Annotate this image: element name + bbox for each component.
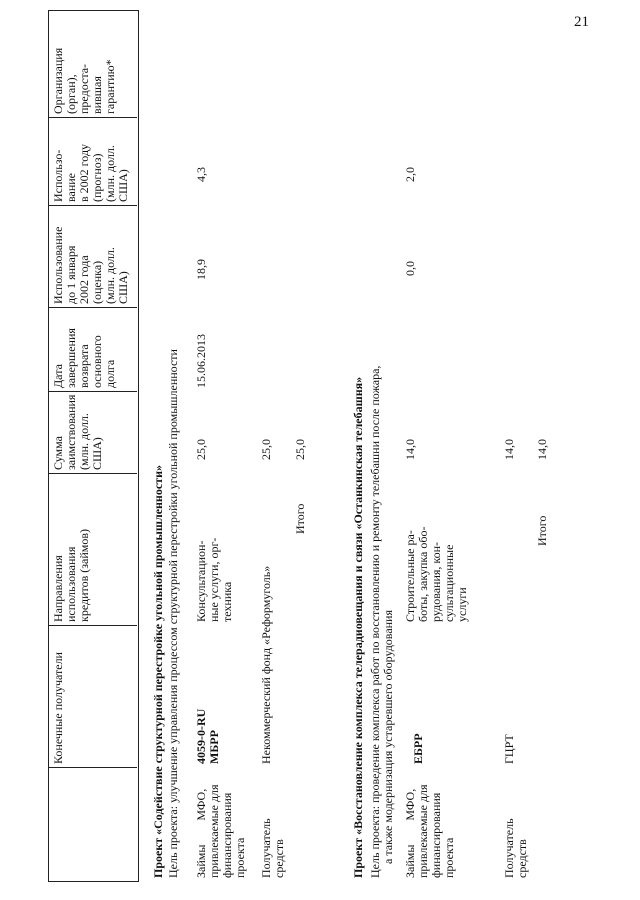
project2-total-label: Итого [535, 515, 549, 546]
project1-total-label: Итого [293, 503, 307, 534]
project2-goal-line1: Цель проекта: проведение комплекса работ по восстановлению и ремонту телебашни после пожара, [368, 365, 382, 878]
table-col-divider [48, 205, 137, 206]
header-borrowing-amount: Сумма заимствования (млн. долл. США) [51, 394, 104, 470]
header-guarantor: Организация (орган), предоста- вившая гарантию* [51, 47, 117, 114]
header-final-recipients: Конечные получатели [51, 652, 65, 764]
header-loan-directions: Направления использования кредитов (займов) [51, 528, 91, 622]
project2-recipient: ГЦРТ [502, 734, 516, 764]
header-usage-2001: Использование до 1 января 2002 года (оценка) (млн. долл. США) [51, 226, 130, 304]
project1-loans-label: Займы МФО, привлекаемые для финансирования проекта [194, 784, 247, 878]
header-usage-2002: Использо- вание в 2002 году (прогноз) (млн. долл. США) [51, 143, 130, 202]
project2-title: Проект «Восстановление комплекса телерадиовещания и связи «Останкинская телебашня» [351, 376, 365, 878]
project2-used-2001: 0,0 [403, 261, 417, 276]
project1-total-amount: 25,0 [293, 439, 307, 460]
project1-goal: Цель проекта: улучшение управления процессом структурной перестройки угольной промышленности [166, 349, 180, 878]
project1-used-2001: 18,9 [194, 259, 208, 280]
project2-amount: 14,0 [403, 439, 417, 460]
table-col-divider [48, 767, 137, 768]
project1-direction: Консультацион- ные услуги, орг- техника [194, 537, 234, 622]
project1-amount: 25,0 [194, 439, 208, 460]
project1-title: Проект «Содействие структурной перестройке угольной промышленности» [151, 465, 165, 878]
table-col-divider [48, 473, 137, 474]
project2-used-2002: 2,0 [403, 167, 417, 182]
table-col-divider [48, 307, 137, 308]
table-col-divider [48, 391, 137, 392]
project1-recipient-amount: 25,0 [259, 439, 273, 460]
project1-recipient: Некоммерческий фонд «Реформуголь» [259, 565, 273, 764]
project1-loan-id: 4059-0-RU [194, 708, 208, 764]
project2-loans-label: Займы МФО, привлекаемые для финансирования проекта [403, 784, 456, 878]
project1-lender: МБРР [207, 730, 221, 764]
project2-lender: ЕБРР [411, 733, 425, 764]
table-col-divider [48, 117, 137, 118]
table-col-divider [48, 625, 137, 626]
page-number: 21 [574, 14, 589, 30]
project2-recipient-label: Получатель средств [502, 818, 529, 878]
project2-total-amount: 14,0 [535, 439, 549, 460]
project1-used-2002: 4,3 [194, 167, 208, 182]
project2-direction: Строительные ра- боты, закупка обо- рудования, кон- сультационные услуги [403, 526, 469, 622]
project1-recipient-label: Получатель средств [259, 818, 286, 878]
project2-goal-line2: а также модернизация устаревшего оборудования [381, 609, 395, 864]
project2-recipient-amount: 14,0 [502, 439, 516, 460]
header-repayment-date: Дата завершения возврата основного долга [51, 328, 117, 388]
project1-end-date: 15.06.2013 [194, 334, 208, 388]
